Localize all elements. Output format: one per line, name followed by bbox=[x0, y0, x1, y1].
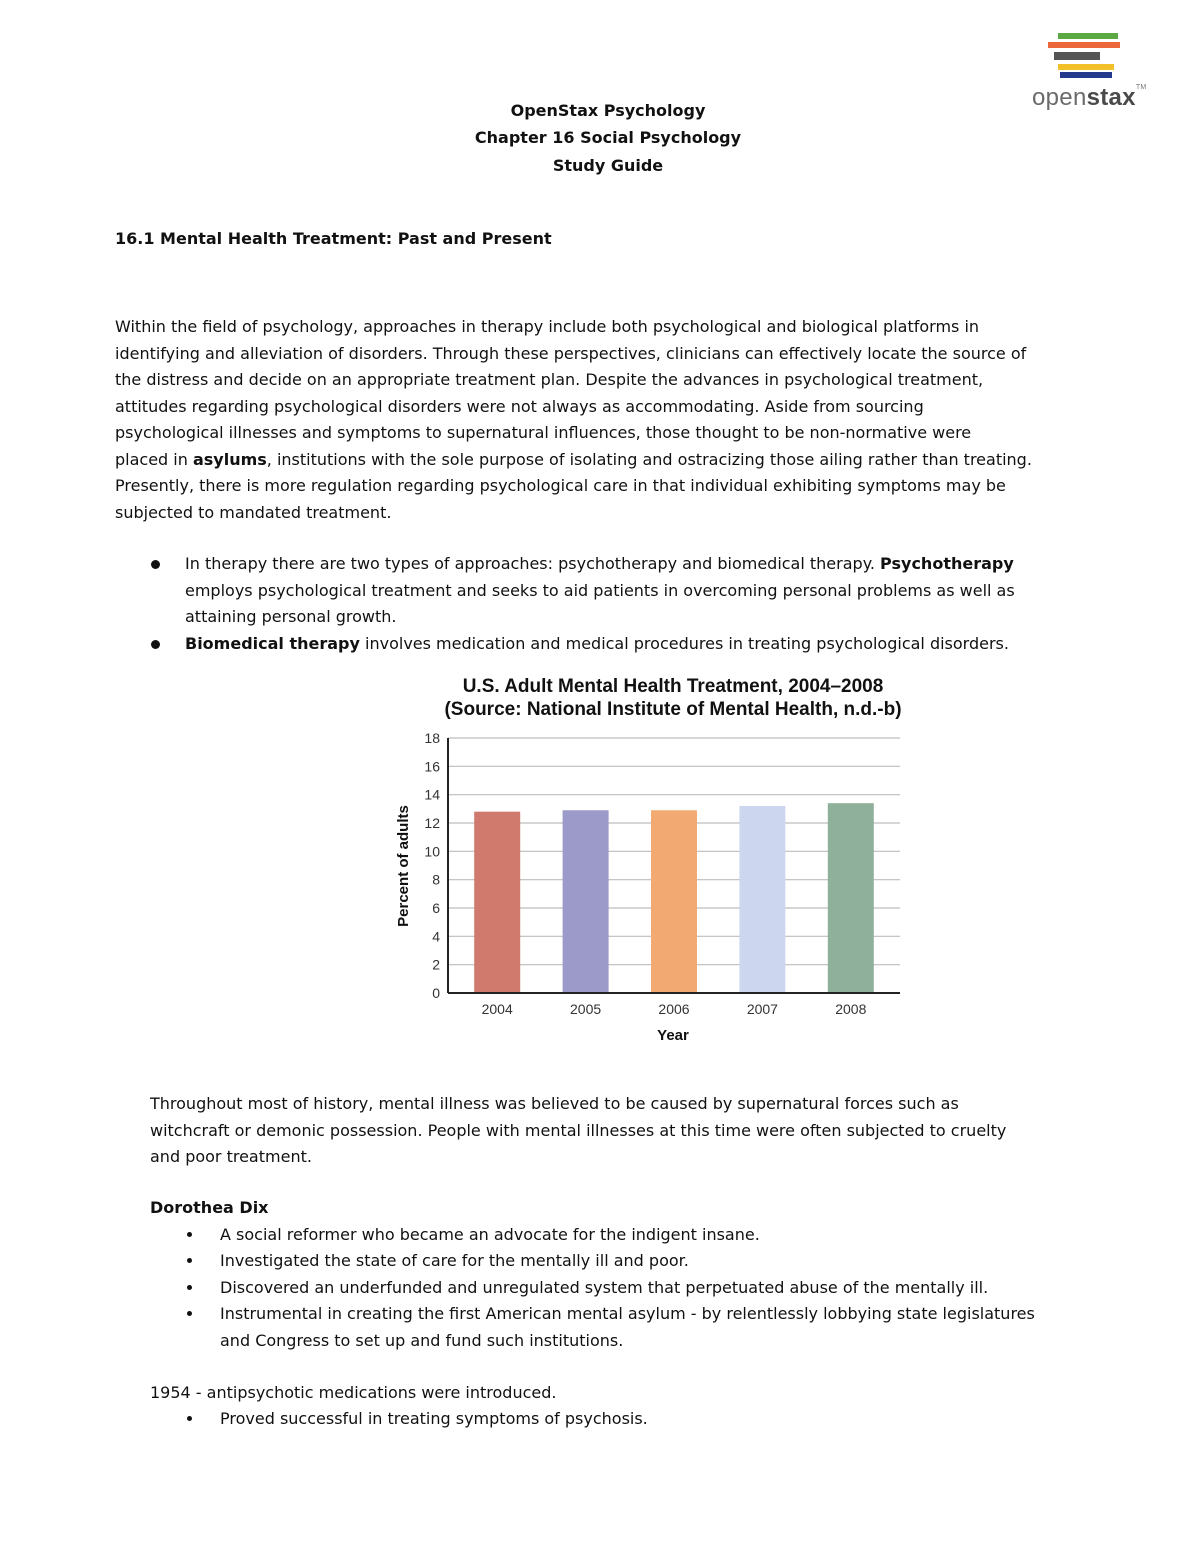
intro-line: placed in asylums, institutions with the sole purpose of isolating and ostracizing those ailing rather than treating. bbox=[115, 449, 1032, 469]
term-asylums: asylums bbox=[192, 449, 267, 469]
history-line: witchcraft or demonic possession. People with mental illnesses at this time were often subjected to cruelty bbox=[150, 1120, 1007, 1140]
study-guide-title: Study Guide bbox=[552, 156, 664, 175]
y-tick-label: 12 bbox=[424, 815, 440, 831]
x-axis-label: Year bbox=[657, 1027, 689, 1044]
bar-2005 bbox=[563, 810, 609, 993]
antipsychotic-bullet: Proved successful in treating symptoms of psychosis. bbox=[220, 1409, 648, 1428]
bullet-marker bbox=[187, 1285, 192, 1290]
intro-line: subjected to mandated treatment. bbox=[115, 502, 392, 522]
y-tick-label: 6 bbox=[432, 900, 440, 916]
dix-bullet: Discovered an underfunded and unregulated system that perpetuated abuse of the mentally ill. bbox=[220, 1278, 989, 1297]
history-paragraph bbox=[150, 1091, 1130, 1171]
bullet-marker bbox=[187, 1258, 192, 1263]
y-tick-label: 2 bbox=[432, 956, 440, 973]
y-tick-label: 10 bbox=[424, 843, 440, 860]
logo-stripe-gray bbox=[1054, 52, 1100, 60]
intro-line: Presently, there is more regulation regarding psychological care in that individual exhibiting symptoms may be bbox=[115, 476, 1006, 495]
bar-2004 bbox=[474, 812, 520, 993]
bullet-marker bbox=[187, 1311, 192, 1316]
history-line: Throughout most of history, mental illness was believed to be caused by supernatural forces such as bbox=[150, 1094, 959, 1113]
logo-stripe-navy bbox=[1060, 72, 1112, 78]
bar-2007 bbox=[739, 806, 785, 993]
bullet-marker bbox=[187, 1416, 192, 1421]
x-tick-label: 2004 bbox=[481, 1001, 513, 1017]
x-tick-label: 2005 bbox=[570, 1001, 602, 1017]
bullet-psychotherapy: In therapy there are two types of approaches: psychotherapy and biomedical therapy. Psychotherapy employs psychological treatment and seeks to aid patients in overcoming personal problems as well as attaining personal growth. bbox=[185, 554, 1015, 626]
y-tick-label: 18 bbox=[424, 730, 440, 746]
antipsychotic-heading: 1954 - antipsychotic medications were introduced. bbox=[150, 1383, 557, 1402]
logo-wordmark: openstax™ bbox=[1032, 84, 1147, 111]
logo-stripe-yellow bbox=[1058, 64, 1114, 70]
intro-line: psychological illnesses and symptoms to supernatural influences, those thought to be non-normative were bbox=[115, 423, 972, 442]
bullet-marker bbox=[187, 1232, 192, 1237]
history-line: and poor treatment. bbox=[150, 1147, 312, 1166]
y-tick-label: 14 bbox=[424, 786, 440, 803]
x-tick-label: 2007 bbox=[746, 1001, 778, 1017]
dix-heading: Dorothea Dix bbox=[150, 1198, 269, 1217]
dix-bullet: A social reformer who became an advocate for the indigent insane. bbox=[220, 1225, 760, 1244]
x-tick-label: 2008 bbox=[835, 1001, 867, 1017]
doc-title: OpenStax Psychology bbox=[510, 101, 706, 120]
mental-health-treatment-chart bbox=[380, 668, 920, 1060]
y-tick-label: 8 bbox=[432, 871, 440, 888]
intro-line: the distress and decide on an appropriate treatment plan. Despite the advances in psychological treatment, bbox=[115, 370, 984, 389]
dix-bullet: Investigated the state of care for the mentally ill and poor. bbox=[220, 1251, 689, 1270]
y-tick-label: 0 bbox=[432, 985, 440, 1001]
chapter-title: Chapter 16 Social Psychology bbox=[474, 128, 742, 147]
y-tick-label: 4 bbox=[432, 928, 440, 945]
bullet-biomedical: Biomedical therapy involves medication and medical procedures in treating psychological disorders. bbox=[185, 634, 1009, 653]
term-biomedical-therapy: Biomedical therapy bbox=[185, 634, 360, 653]
bullet-marker bbox=[151, 560, 160, 569]
intro-line: Within the field of psychology, approaches in therapy include both psychological and biological platforms in bbox=[115, 317, 980, 336]
logo-stripe-orange bbox=[1048, 42, 1120, 48]
bullet-marker bbox=[151, 640, 160, 649]
intro-line: attitudes regarding psychological disorders were not always as accommodating. Aside from sourcing bbox=[115, 396, 924, 416]
section-heading: 16.1 Mental Health Treatment: Past and Present bbox=[115, 229, 552, 248]
intro-line: identifying and alleviation of disorders. Through these perspectives, clinicians can effectively locate the source of bbox=[115, 343, 1027, 363]
x-tick-label: 2006 bbox=[658, 1001, 690, 1017]
chart-title: U.S. Adult Mental Health Treatment, 2004–2008 bbox=[462, 676, 884, 697]
dix-bullet: Instrumental in creating the first American mental asylum - by relentlessly lobbying state legislatures and Congress to set up and fund such institutions. bbox=[220, 1304, 1035, 1350]
bar-2006 bbox=[651, 810, 697, 993]
y-axis-label: Percent of adults bbox=[395, 805, 412, 927]
logo-stripe-green bbox=[1058, 33, 1118, 39]
term-psychotherapy: Psychotherapy bbox=[880, 554, 1014, 573]
y-tick-label: 16 bbox=[424, 758, 440, 775]
intro-paragraph bbox=[115, 314, 1125, 526]
bar-2008 bbox=[828, 803, 874, 993]
chart-subtitle: (Source: National Institute of Mental Health, n.d.-b) bbox=[444, 699, 902, 720]
